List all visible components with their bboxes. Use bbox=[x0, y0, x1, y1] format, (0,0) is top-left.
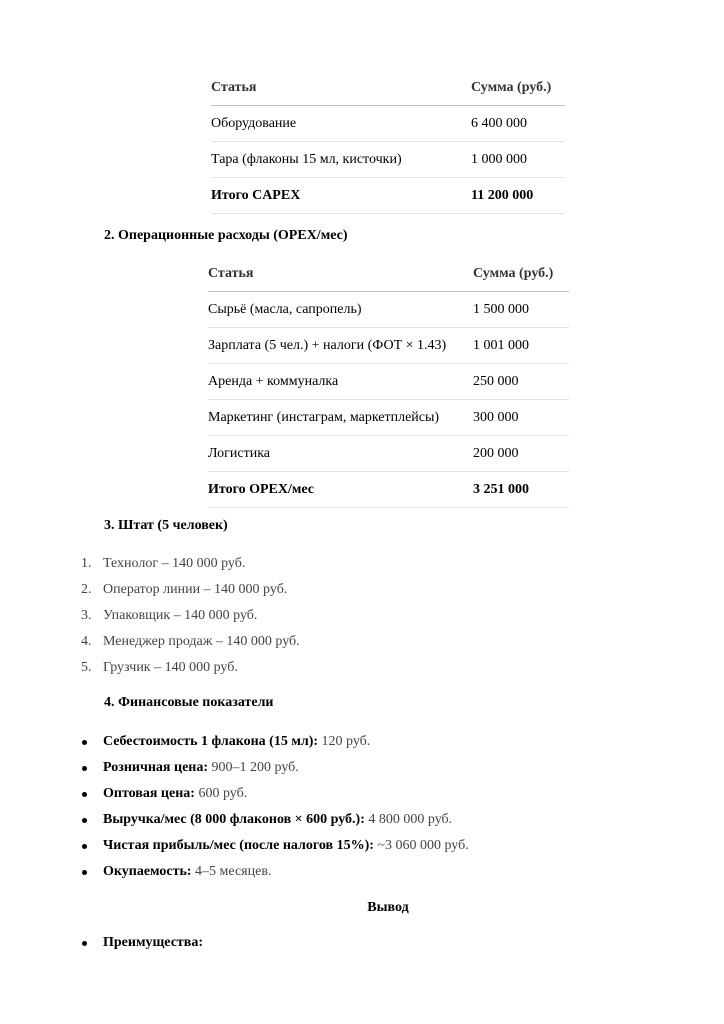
cell-amount: 250 000 bbox=[473, 364, 569, 400]
cell-amount: 200 000 bbox=[473, 436, 569, 472]
bullet-icon bbox=[82, 792, 87, 797]
list-item bbox=[81, 781, 469, 807]
staff-list bbox=[81, 551, 300, 681]
indicator-value: 120 руб. bbox=[318, 734, 371, 749]
bullet-icon bbox=[82, 766, 87, 771]
table-header-row bbox=[208, 256, 569, 292]
indicator-value: 4–5 месяцев. bbox=[191, 864, 272, 879]
indicator-label: Оптовая цена: bbox=[103, 786, 195, 801]
cell-total-amount: 11 200 000 bbox=[471, 178, 565, 214]
cell-amount: 6 400 000 bbox=[471, 106, 565, 142]
bullet-icon bbox=[82, 844, 87, 849]
cell-item: Оборудование bbox=[211, 106, 471, 142]
cell-item: Сырьё (масла, сапропель) bbox=[208, 292, 473, 328]
list-number: 5. bbox=[81, 660, 92, 675]
column-header-item: Статья bbox=[211, 70, 471, 106]
bullet-icon bbox=[82, 740, 87, 745]
indicator-label: Розничная цена: bbox=[103, 760, 209, 775]
list-item bbox=[81, 807, 469, 833]
table-row bbox=[208, 292, 569, 328]
indicator-label: Себестоимость 1 флакона (15 мл): bbox=[103, 734, 319, 749]
bullet-icon bbox=[82, 818, 87, 823]
indicator-value: 900–1 200 руб. bbox=[208, 760, 299, 775]
table-row bbox=[208, 400, 569, 436]
indicator-label: Чистая прибыль/мес (после налогов 15%): bbox=[103, 838, 374, 853]
list-item-text: Менеджер продаж – 140 000 руб. bbox=[103, 634, 300, 649]
capex-table bbox=[211, 70, 565, 214]
cell-item: Аренда + коммуналка bbox=[208, 364, 473, 400]
cell-total-item: Итого OPEX/мес bbox=[208, 472, 473, 508]
column-header-item: Статья bbox=[208, 256, 473, 292]
financial-indicators-list bbox=[81, 729, 469, 885]
column-header-amount: Сумма (руб.) bbox=[473, 256, 569, 292]
indicator-value: 4 800 000 руб. bbox=[364, 812, 453, 827]
list-number: 3. bbox=[81, 608, 92, 623]
cell-total-item: Итого CAPEX bbox=[211, 178, 471, 214]
list-item bbox=[81, 930, 203, 956]
table-header-row bbox=[211, 70, 565, 106]
list-number: 1. bbox=[81, 556, 92, 571]
list-item bbox=[81, 859, 469, 885]
section-3-heading: 3. Штат (5 человек) bbox=[104, 518, 228, 533]
list-item bbox=[81, 729, 469, 755]
list-item bbox=[81, 655, 300, 681]
indicator-label: Окупаемость: bbox=[103, 864, 192, 879]
cell-total-amount: 3 251 000 bbox=[473, 472, 569, 508]
opex-table bbox=[208, 256, 569, 508]
list-item bbox=[81, 577, 300, 603]
conclusion-label: Преимущества: bbox=[103, 935, 204, 950]
column-header-amount: Сумма (руб.) bbox=[471, 70, 565, 106]
section-4-heading: 4. Финансовые показатели bbox=[104, 695, 274, 710]
cell-amount: 1 001 000 bbox=[473, 328, 569, 364]
list-item-text: Упаковщик – 140 000 руб. bbox=[103, 608, 258, 623]
indicator-value: 600 руб. bbox=[194, 786, 248, 801]
list-item bbox=[81, 551, 300, 577]
cell-item: Зарплата (5 чел.) + налоги (ФОТ × 1.43) bbox=[208, 328, 473, 364]
conclusion-list bbox=[81, 930, 203, 956]
list-item-text: Грузчик – 140 000 руб. bbox=[103, 660, 238, 675]
indicator-value: ~3 060 000 руб. bbox=[373, 838, 469, 853]
indicator-label: Выручка/мес (8 000 флаконов × 600 руб.): bbox=[103, 812, 365, 827]
cell-amount: 1 000 000 bbox=[471, 142, 565, 178]
table-row bbox=[208, 328, 569, 364]
bullet-icon bbox=[82, 870, 87, 875]
conclusion-heading: Вывод bbox=[367, 900, 409, 915]
list-item bbox=[81, 833, 469, 859]
table-row bbox=[208, 364, 569, 400]
table-row bbox=[211, 142, 565, 178]
cell-item: Маркетинг (инстаграм, маркетплейсы) bbox=[208, 400, 473, 436]
cell-amount: 300 000 bbox=[473, 400, 569, 436]
table-total-row bbox=[208, 472, 569, 508]
cell-amount: 1 500 000 bbox=[473, 292, 569, 328]
list-item bbox=[81, 755, 469, 781]
list-item bbox=[81, 629, 300, 655]
table-row bbox=[211, 106, 565, 142]
cell-item: Тара (флаконы 15 мл, кисточки) bbox=[211, 142, 471, 178]
table-row bbox=[208, 436, 569, 472]
cell-item: Логистика bbox=[208, 436, 473, 472]
list-number: 4. bbox=[81, 634, 92, 649]
section-2-heading: 2. Операционные расходы (OPEX/мес) bbox=[104, 228, 348, 243]
list-item-text: Технолог – 140 000 руб. bbox=[103, 556, 246, 571]
bullet-icon bbox=[82, 941, 87, 946]
list-item bbox=[81, 603, 300, 629]
table-total-row bbox=[211, 178, 565, 214]
list-item-text: Оператор линии – 140 000 руб. bbox=[103, 582, 288, 597]
list-number: 2. bbox=[81, 582, 92, 597]
